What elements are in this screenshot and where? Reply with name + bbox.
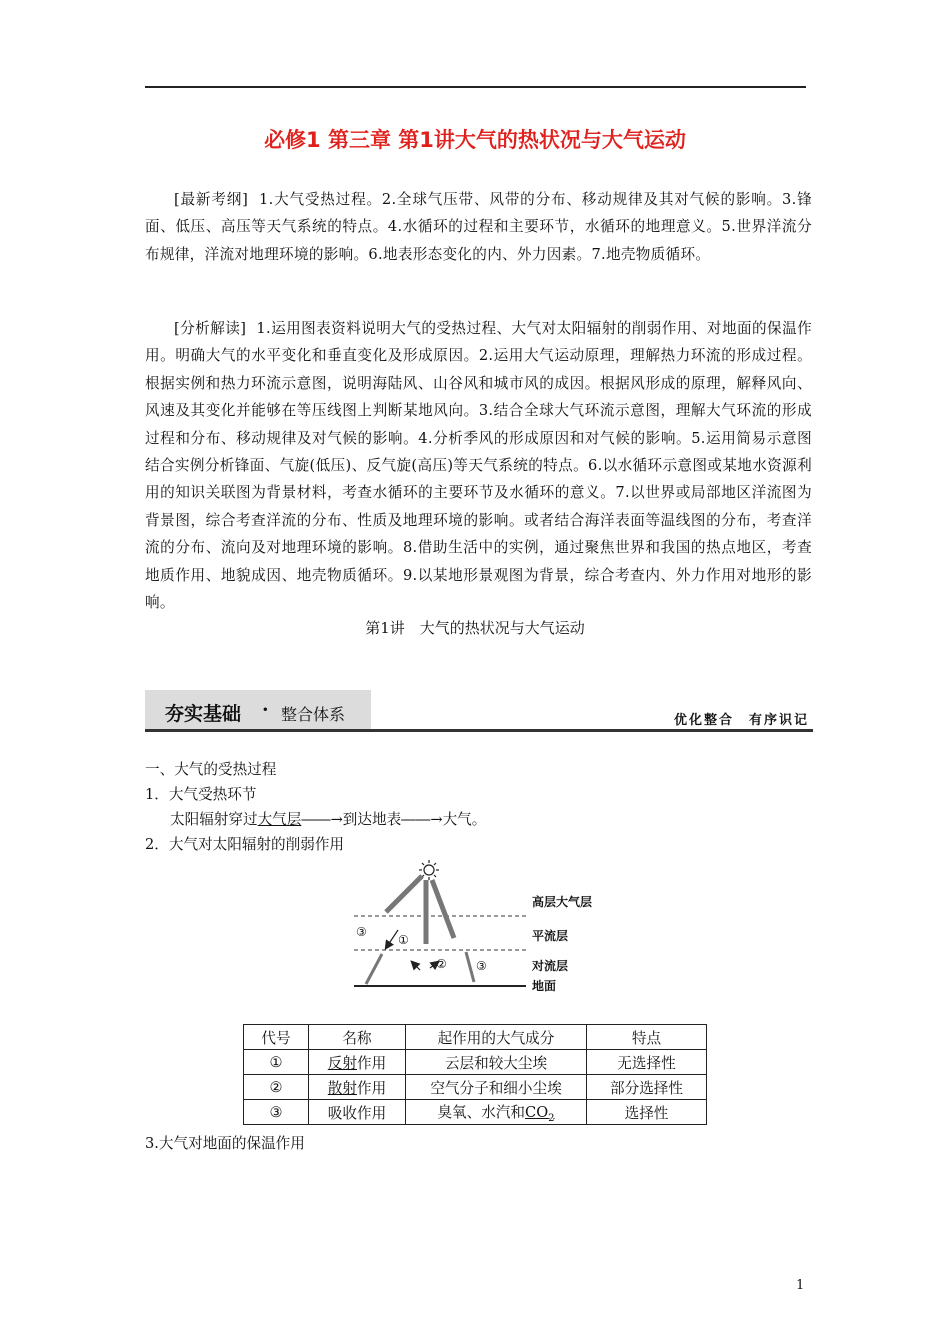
- banner-subtitle: 整合体系: [281, 705, 346, 724]
- marker-reflect: ①: [398, 933, 409, 947]
- process-pre: 太阳辐射穿过: [170, 811, 258, 828]
- lecture-title: 第1讲 大气的热状况与大气运动: [365, 619, 585, 637]
- exam-outline-label: [最新考纲]: [174, 191, 249, 208]
- header-feature: 特点: [587, 1025, 707, 1050]
- banner-motto: 优化整合 有序识记: [673, 713, 809, 728]
- section-heading: 一、大气的受热过程: [145, 761, 277, 778]
- radiation-arrow-1: [386, 876, 422, 912]
- reflect-arrow: [386, 930, 398, 948]
- layer-upper: 高层大气层: [532, 895, 593, 909]
- layer-ground: 地面: [532, 979, 557, 993]
- process-underlined: 大气层: [257, 811, 302, 828]
- header-code: 代号: [244, 1025, 309, 1050]
- heating-process: [170, 810, 486, 830]
- banner-dot: ·: [262, 699, 269, 721]
- cell-feature: 无选择性: [587, 1050, 707, 1075]
- cell-feature: 部分选择性: [587, 1075, 707, 1100]
- section-banner: [145, 690, 813, 732]
- layer-stratosphere: 平流层: [532, 929, 569, 943]
- page-number: 1: [796, 1278, 805, 1293]
- scatter-arrow-1: [412, 962, 420, 970]
- ground-arrow-1: [366, 954, 382, 984]
- cell-feature: 选择性: [587, 1100, 707, 1125]
- exam-outline-text: 1.大气受热过程。2.全球气压带、风带的分布、移动规律及其对气候的影响。3.锋面、低压、高压等天气系统的特点。4.水循环的过程和主要环节，水循环的地理意义。5.世界洋流分布规律，洋流对地理环境的影响。6.地表形态变化的内、外力因素。7.地壳物质循环。: [145, 191, 812, 263]
- table-header-row: [244, 1025, 707, 1050]
- marker-absorb-bottom: ③: [476, 959, 487, 973]
- ground-arrow-2: [466, 952, 474, 982]
- header-rule: [145, 86, 806, 88]
- analysis-label: [分析解读]: [174, 320, 247, 337]
- marker-scatter: ②: [436, 957, 447, 971]
- exam-outline-paragraph: [145, 186, 812, 268]
- analysis-paragraph: [145, 315, 812, 616]
- cell-component: 臭氧、水汽和$CO_2$: [406, 1100, 587, 1125]
- process-post: ――→到达地表――→大气。: [301, 811, 487, 828]
- cell-name: 反射作用: [309, 1050, 406, 1075]
- table-row: [244, 1075, 707, 1100]
- header-component: 起作用的大气成分: [406, 1025, 587, 1050]
- table-row: [244, 1050, 707, 1075]
- item-2-heading: 2．大气对太阳辐射的削弱作用: [145, 836, 345, 853]
- table-row: [244, 1100, 707, 1125]
- weakening-table: [243, 1024, 707, 1125]
- banner-rule: [145, 729, 813, 732]
- atmosphere-diagram: [346, 858, 616, 998]
- item-3-heading: 3.大气对地面的保温作用: [145, 1135, 305, 1152]
- header-name: 名称: [309, 1025, 406, 1050]
- marker-absorb-top: ③: [356, 925, 367, 939]
- cell-component: 空气分子和细小尘埃: [406, 1075, 587, 1100]
- cell-code: ①: [244, 1050, 309, 1075]
- cell-name: 吸收作用: [309, 1100, 406, 1125]
- item-1-heading: 1．大气受热环节: [145, 786, 257, 803]
- document-title: 必修1 第三章 第1讲大气的热状况与大气运动: [264, 128, 686, 152]
- cell-code: ③: [244, 1100, 309, 1125]
- cell-name: 散射作用: [309, 1075, 406, 1100]
- analysis-text: 1.运用图表资料说明大气的受热过程、大气对太阳辐射的削弱作用、对地面的保温作用。明确大气的水平变化和垂直变化及形成原因。2.运用大气运动原理，理解热力环流的形成过程。根据实例和热力环流示意图，说明海陆风、山谷风和城市风的成因。根据风形成的原理，解释风向、风速及其变化并能够在等压线图上判断某地风向。3.结合全球大气环流示意图，理解大气环流的形成过程和分布、移动规律及对气候的影响。4.分析季风的形成原因和对气候的影响。5.运用简易示意图结合实例分析锋面、气旋(低压)、反气旋(高压)等天气系统的特点。6.以水循环示意图或某地水资源利用的知识关联图为背景材料，考查水循环的主要环节及水循环的意义。7.以世界或局部地区洋流图为背景图，综合考查洋流的分布、性质及地理环境的影响。或者结合海洋表面等温线图的分布，考查洋流的分布、流向及对地理环境的影响。8.借助生活中的实例，通过聚焦世界和我国的热点地区，考查地质作用、地貌成因、地壳物质循环。9.以某地形景观图为背景，综合考查内、外力作用对地形的影响。: [145, 320, 813, 612]
- banner-title: 夯实基础: [165, 703, 242, 725]
- cell-code: ②: [244, 1075, 309, 1100]
- cell-component: 云层和较大尘埃: [406, 1050, 587, 1075]
- radiation-arrow-3: [432, 880, 454, 938]
- layer-troposphere: 对流层: [532, 959, 569, 973]
